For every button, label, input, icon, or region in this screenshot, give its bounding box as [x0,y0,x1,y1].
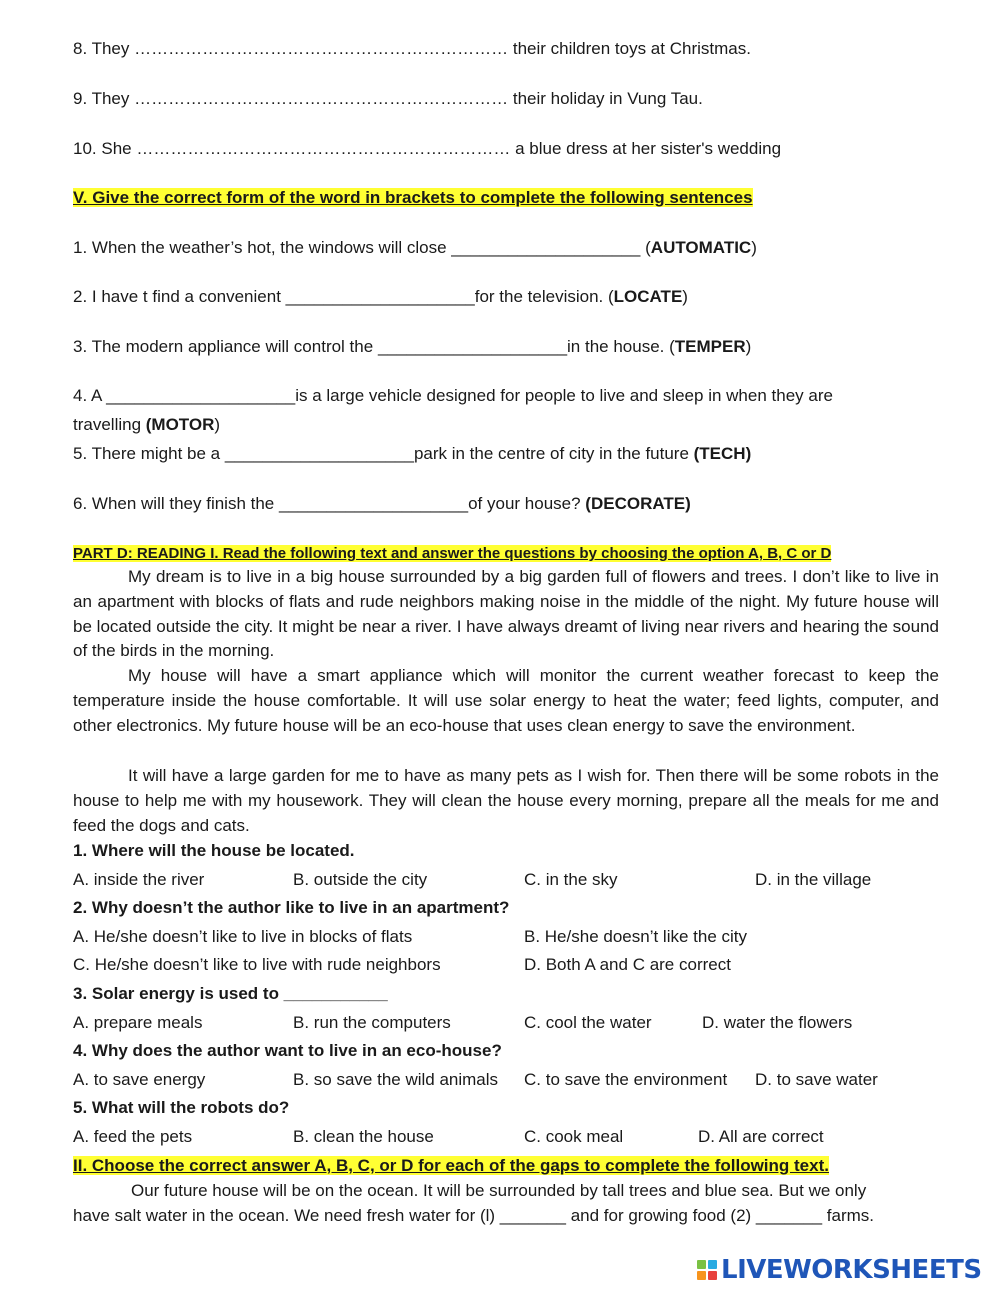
q5-option-a: A. feed the pets [73,1127,193,1146]
q2-option-d: D. Both A and C are correct [524,955,731,974]
question-5: 5. What will the robots do? [73,1098,290,1117]
word-form-item-5: 5. There might be a ____________________park in the centre of city in the future (TECH) [73,444,752,463]
question-2: 2. Why doesn’t the author like to live in an apartment? [73,898,510,917]
q5-option-c: C. cook meal [524,1127,624,1146]
q5-option-b: B. clean the house [293,1127,434,1146]
part-ii-heading: II. Choose the correct answer A, B, C, or D for each of the gaps to complete the following text. [73,1156,829,1175]
q5-option-d: D. All are correct [698,1127,824,1146]
word-form-item-3: 3. The modern appliance will control the ____________________in the house. (TEMPER) [73,337,752,356]
q4-option-d: D. to save water [755,1070,878,1089]
q2-option-c: C. He/she doesn’t like to live with rude neighbors [73,955,441,974]
logo-blocks-icon [697,1260,717,1280]
liveworksheets-logo: LIVEWORKSHEETS [697,1255,982,1285]
q1-option-b: B. outside the city [293,870,428,889]
part-d-heading: PART D: READING I. Read the following text and answer the questions by choosing the option A, B, C or D [73,545,832,562]
word-form-item-6: 6. When will they finish the ____________________of your house? (DECORATE) [73,494,691,513]
q2-option-b: B. He/she doesn’t like the city [524,927,748,946]
question-4: 4. Why does the author want to live in an eco-house? [73,1041,502,1060]
part-ii-text-line-1: Our future house will be on the ocean. It will be surrounded by tall trees and blue sea. But we only [131,1181,867,1200]
part-ii-text-line-2: have salt water in the ocean. We need fresh water for (l) _______ and for growing food (2) _______ farms. [73,1206,875,1225]
section-v-heading: V. Give the correct form of the word in brackets to complete the following sentences [73,188,753,207]
q1-option-a: A. inside the river [73,870,205,889]
q3-option-b: B. run the computers [293,1013,451,1032]
word-form-item-4-continued: travelling (MOTOR) [73,415,221,434]
q4-option-c: C. to save the environment [524,1070,728,1089]
reading-paragraph-1: My dream is to live in a big house surrounded by a big garden full of flowers and trees. I don’t like to live in an apartment with blocks of flats and rude neighbors making noise in the middle of the night. My future house will be located outside the city. It might be near a river. I have always dreamt of living near rivers and hearing the sound of the birds in the morning. [73,567,939,661]
q1-option-d: D. in the village [755,870,872,889]
q3-option-d: D. water the flowers [702,1013,853,1032]
word-form-item-1: 1. When the weather’s hot, the windows will close ____________________ (AUTOMATIC) [73,238,757,257]
question-3: 3. Solar energy is used to ___________ [73,984,388,1003]
q2-option-a: A. He/she doesn’t like to live in blocks of flats [73,927,413,946]
word-form-item-4: 4. A ____________________is a large vehicle designed for people to live and sleep in when they are [73,386,833,405]
q4-option-b: B. so save the wild animals [293,1070,499,1089]
q4-option-a: A. to save energy [73,1070,206,1089]
question-1: 1. Where will the house be located. [73,841,355,860]
reading-paragraph-2: My house will have a smart appliance which will monitor the current weather forecast to keep the temperature inside the house comfortable. It will use solar energy to heat the water; feed lights, computer, and other electronics. My future house will be an eco-house that uses clean energy to save the environment. [73,666,939,735]
sentence-9: 9. They ………………………………………………………… their holiday in Vung Tau. [73,89,703,108]
word-form-item-2: 2. I have t find a convenient ____________________for the television. (LOCATE) [73,287,688,306]
q1-option-c: C. in the sky [524,870,618,889]
q3-option-c: C. cool the water [524,1013,652,1032]
reading-paragraph-3: It will have a large garden for me to have as many pets as I wish for. Then there will be some robots in the house to help me with my housework. They will clean the house every morning, prepare all the meals for me and feed the dogs and cats. [73,766,939,835]
q3-option-a: A. prepare meals [73,1013,203,1032]
sentence-8: 8. They ………………………………………………………… their children toys at Christmas. [73,39,751,58]
sentence-10: 10. She ………………………………………………………… a blue dress at her sister's wedding [73,139,782,158]
